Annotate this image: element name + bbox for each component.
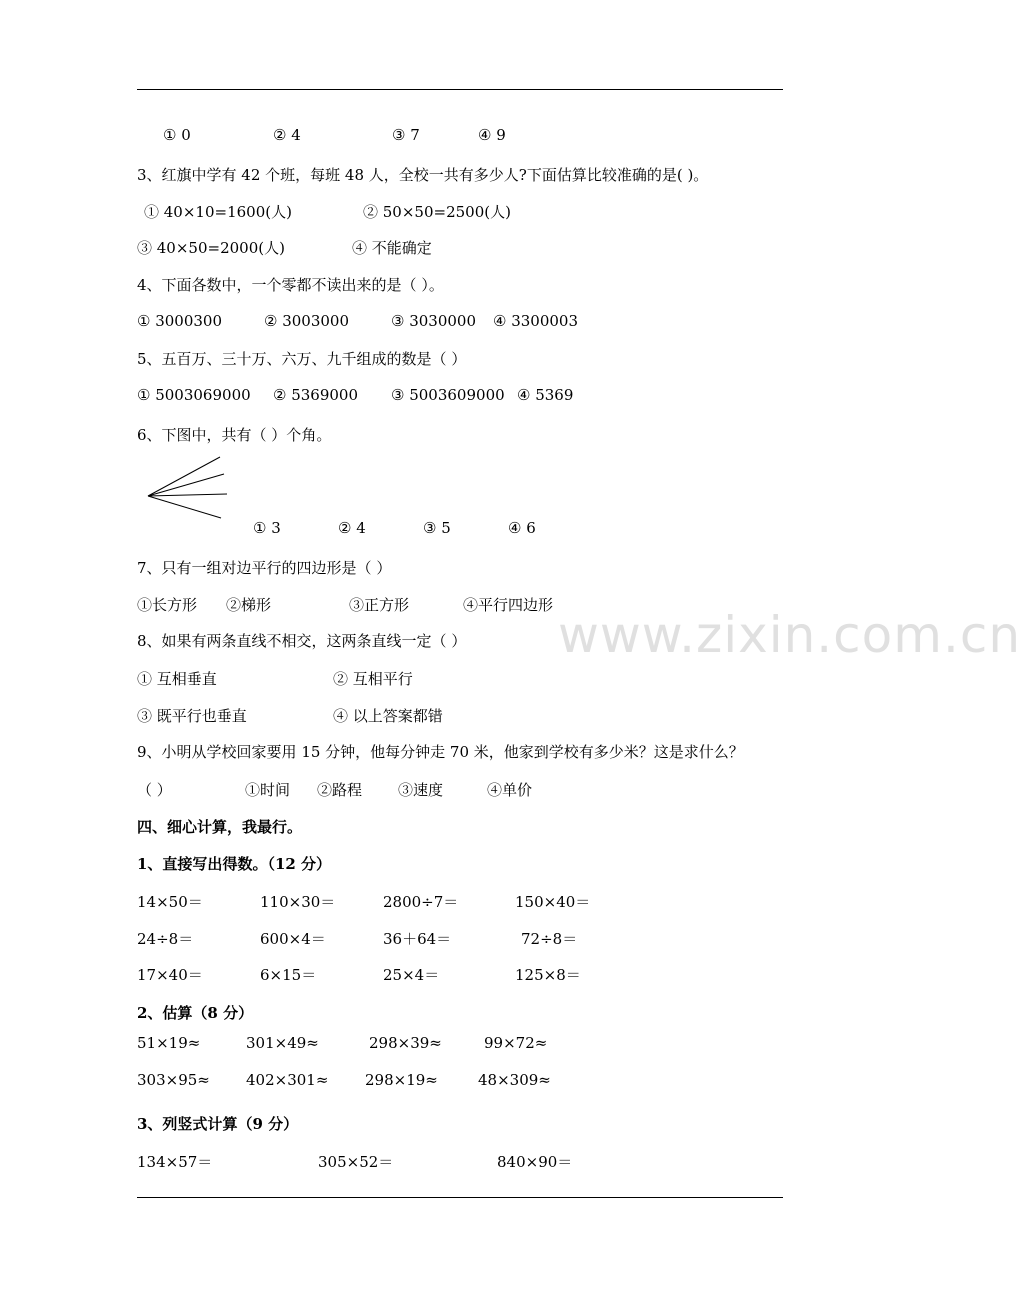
q6-option-2: ② 4 <box>338 519 366 537</box>
vertical-calc-1: 134×57＝ <box>137 1153 213 1171</box>
q2-option-2: ② 4 <box>273 126 301 144</box>
vertical-calc-2: 305×52＝ <box>318 1153 394 1171</box>
q2-option-4: ④ 9 <box>478 126 506 144</box>
section4-title: 四、细心计算，我最行。 <box>137 818 303 836</box>
q9-question: 9、小明从学校回家要用 15 分钟，他每分钟走 70 米，他家到学校有多少米？这是求什么？ <box>137 743 744 761</box>
q8-question: 8、如果有两条直线不相交，这两条直线一定（ ） <box>137 632 467 650</box>
calc-r3-c1: 17×40＝ <box>137 966 203 984</box>
estimate-r2-c1: 303×95≈ <box>137 1071 210 1089</box>
q2-option-3: ③ 7 <box>392 126 420 144</box>
ray-2 <box>148 474 224 496</box>
q7-option-3: ③正方形 <box>349 596 410 614</box>
calc-r1-c2: 110×30＝ <box>260 893 336 911</box>
estimate-r2-c4: 48×309≈ <box>478 1071 551 1089</box>
estimate-r1-c4: 99×72≈ <box>484 1034 548 1052</box>
q3-question: 3、红旗中学有 42 个班，每班 48 人，全校一共有多少人?下面估算比较准确的是( )。 <box>137 166 709 184</box>
calc-r3-c3: 25×4＝ <box>383 966 440 984</box>
q5-option-2: ② 5369000 <box>273 386 359 404</box>
q9-blank: （ ） <box>137 781 172 799</box>
estimate-r2-c2: 402×301≈ <box>246 1071 329 1089</box>
calc-r2-c3: 36＋64＝ <box>383 930 452 948</box>
q8-option-2: ② 互相平行 <box>333 670 413 688</box>
q6-question: 6、下图中，共有（ ）个角。 <box>137 426 332 444</box>
q6-option-1: ① 3 <box>253 519 281 537</box>
ray-4 <box>148 496 221 518</box>
calc-r1-c4: 150×40＝ <box>515 893 591 911</box>
estimate-r1-c2: 301×49≈ <box>246 1034 319 1052</box>
q8-option-4: ④ 以上答案都错 <box>333 707 443 725</box>
estimate-r1-c3: 298×39≈ <box>369 1034 442 1052</box>
q7-question: 7、只有一组对边平行的四边形是（ ） <box>137 559 392 577</box>
watermark: www.zixin.com.cn <box>558 606 1021 664</box>
q3-option-3: ③ 40×50=2000(人) <box>137 239 285 257</box>
estimate-r2-c3: 298×19≈ <box>365 1071 438 1089</box>
calc-r3-c2: 6×15＝ <box>260 966 317 984</box>
ray-1 <box>148 457 220 496</box>
vertical-calc-3: 840×90＝ <box>497 1153 573 1171</box>
q7-option-2: ②梯形 <box>226 596 272 614</box>
q3-option-2: ② 50×50=2500(人) <box>363 203 511 221</box>
q8-option-3: ③ 既平行也垂直 <box>137 707 247 725</box>
ray-3 <box>148 494 227 496</box>
top-rule <box>137 89 783 90</box>
q9-option-4: ④单价 <box>487 781 533 799</box>
calc-r3-c4: 125×8＝ <box>515 966 581 984</box>
q2-option-1: ① 0 <box>163 126 191 144</box>
q4-question: 4、下面各数中，一个零都不读出来的是（ ）。 <box>137 276 444 294</box>
q4-option-2: ② 3003000 <box>264 312 350 330</box>
part2-title: 2、估算（8 分） <box>137 1004 254 1022</box>
calc-r2-c1: 24÷8＝ <box>137 930 194 948</box>
calc-r1-c1: 14×50＝ <box>137 893 203 911</box>
q5-option-1: ① 5003069000 <box>137 386 251 404</box>
calc-r1-c3: 2800÷7＝ <box>383 893 459 911</box>
q7-option-4: ④平行四边形 <box>463 596 554 614</box>
q9-option-1: ①时间 <box>245 781 291 799</box>
part3-title: 3、列竖式计算（9 分） <box>137 1115 299 1133</box>
calc-r2-c4: 72÷8＝ <box>521 930 578 948</box>
q4-option-4: ④ 3300003 <box>493 312 579 330</box>
part1-title: 1、直接写出得数。（12 分） <box>137 855 332 873</box>
q5-option-4: ④ 5369 <box>517 386 574 404</box>
q5-question: 5、五百万、三十万、六万、九千组成的数是（ ） <box>137 350 467 368</box>
q3-option-4: ④ 不能确定 <box>352 239 432 257</box>
angle-figure <box>144 454 234 524</box>
q5-option-3: ③ 5003609000 <box>391 386 505 404</box>
q6-option-3: ③ 5 <box>423 519 451 537</box>
q4-option-1: ① 3000300 <box>137 312 223 330</box>
q3-option-1: ① 40×10=1600(人) <box>144 203 292 221</box>
estimate-r1-c1: 51×19≈ <box>137 1034 201 1052</box>
q9-option-2: ②路程 <box>317 781 363 799</box>
q6-option-4: ④ 6 <box>508 519 536 537</box>
q7-option-1: ①长方形 <box>137 596 198 614</box>
q8-option-1: ① 互相垂直 <box>137 670 217 688</box>
bottom-rule <box>137 1197 783 1198</box>
calc-r2-c2: 600×4＝ <box>260 930 326 948</box>
q4-option-3: ③ 3030000 <box>391 312 477 330</box>
q9-option-3: ③速度 <box>398 781 444 799</box>
